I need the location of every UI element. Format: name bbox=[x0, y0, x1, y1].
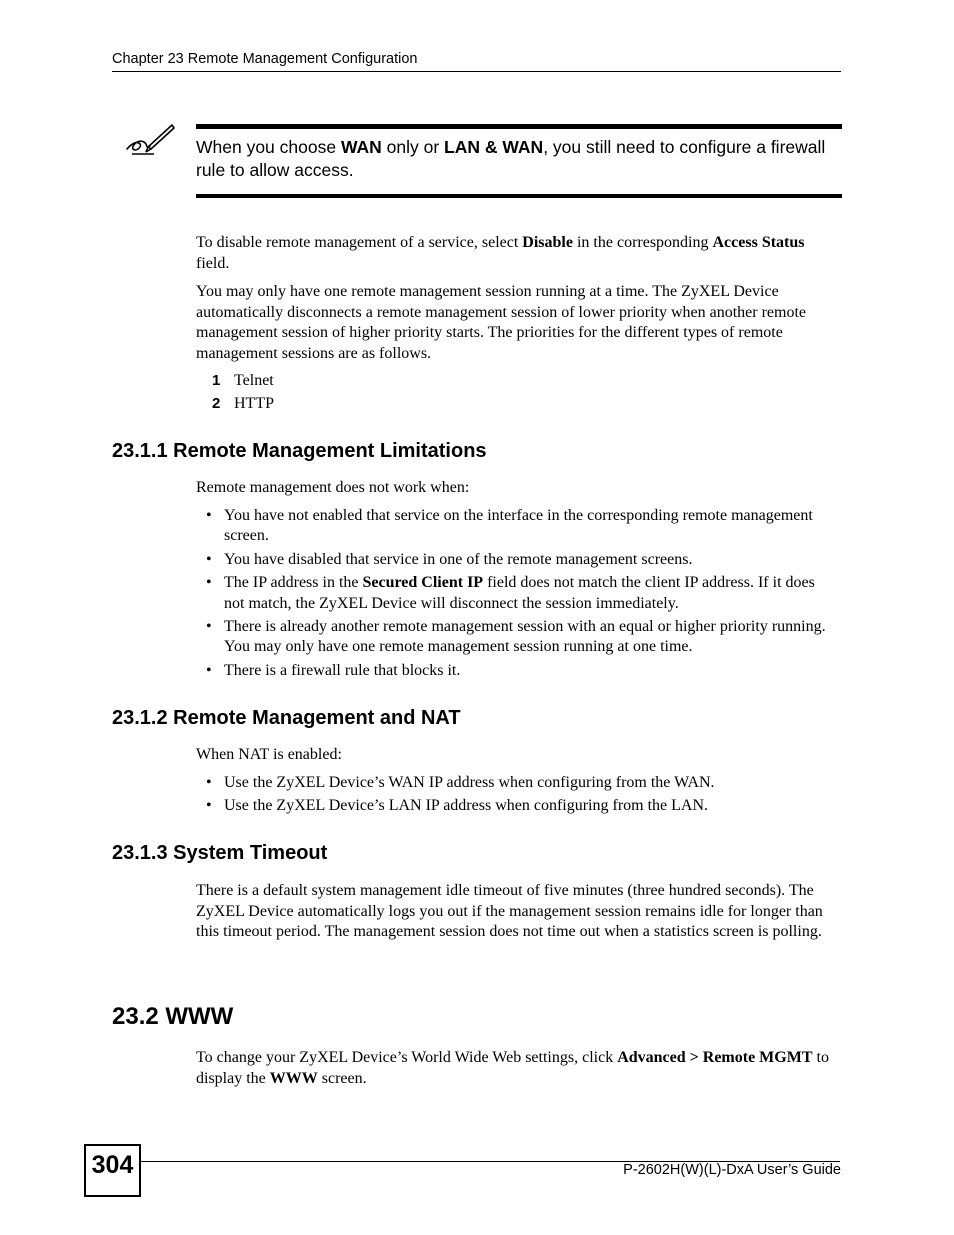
header-rule bbox=[112, 71, 841, 72]
note-bottom-bar bbox=[196, 194, 842, 198]
list-item: • There is already another remote management session with an equal or higher priority running. You may only have one remote management session running at one time. bbox=[206, 618, 826, 656]
list-item: 1 Telnet bbox=[212, 372, 274, 389]
list-item: • You have disabled that service in one of the remote management screens. bbox=[206, 550, 693, 568]
limitations-list bbox=[206, 506, 836, 684]
list-item: • Use the ZyXEL Device’s LAN IP address when configuring from the LAN. bbox=[206, 797, 709, 815]
guide-title: P-2602H(W)(L)-DxA User’s Guide bbox=[623, 1162, 841, 1178]
section-heading-timeout: 23.1.3 System Timeout bbox=[112, 842, 328, 864]
note-text: When you choose WAN only or LAN & WAN, you still need to configure a firewall rule to allow access. bbox=[196, 137, 826, 180]
limitations-intro: Remote management does not work when: bbox=[196, 479, 470, 496]
section-heading-limitations: 23.1.1 Remote Management Limitations bbox=[112, 440, 487, 462]
www-paragraph: To change your ZyXEL Device’s World Wide Web settings, click Advanced > Remote MGMT to display the WWW screen. bbox=[196, 1049, 829, 1087]
running-header: Chapter 23 Remote Management Configuration bbox=[112, 51, 418, 67]
list-item: • The IP address in the Secured Client IP field does not match the client IP address. If it does not match, the ZyXEL Device will disconnect the session immediately. bbox=[206, 574, 815, 612]
list-item: • Use the ZyXEL Device’s WAN IP address when configuring from the WAN. bbox=[206, 774, 715, 791]
nat-list bbox=[206, 773, 836, 820]
pencil-note-icon bbox=[124, 122, 176, 158]
nat-intro: When NAT is enabled: bbox=[196, 746, 342, 763]
list-item: • You have not enabled that service on the interface in the corresponding remote management screen. bbox=[206, 507, 813, 545]
page-number: 304 bbox=[91, 1151, 134, 1179]
note-top-bar bbox=[196, 124, 842, 129]
section-heading-www: 23.2 WWW bbox=[112, 1003, 234, 1030]
disable-paragraph: To disable remote management of a service, select Disable in the corresponding Access Status field. bbox=[196, 234, 805, 272]
priority-list bbox=[196, 369, 274, 415]
timeout-paragraph: There is a default system management idle timeout of five minutes (three hundred seconds). The ZyXEL Device automatically logs you out if the management session remains idle for longer than this timeout period. The management session does not time out when a statistics screen is polling. bbox=[196, 882, 823, 940]
list-item: 2 HTTP bbox=[212, 395, 274, 412]
list-item: • There is a firewall rule that blocks it. bbox=[206, 661, 461, 679]
section-heading-nat: 23.1.2 Remote Management and NAT bbox=[112, 707, 461, 729]
priority-paragraph: You may only have one remote management session running at a time. The ZyXEL Device automatically disconnects a remote management session of lower priority when another remote management session of higher priority starts. The priorities for the different types of remote management sessions are as follows. bbox=[196, 283, 807, 362]
